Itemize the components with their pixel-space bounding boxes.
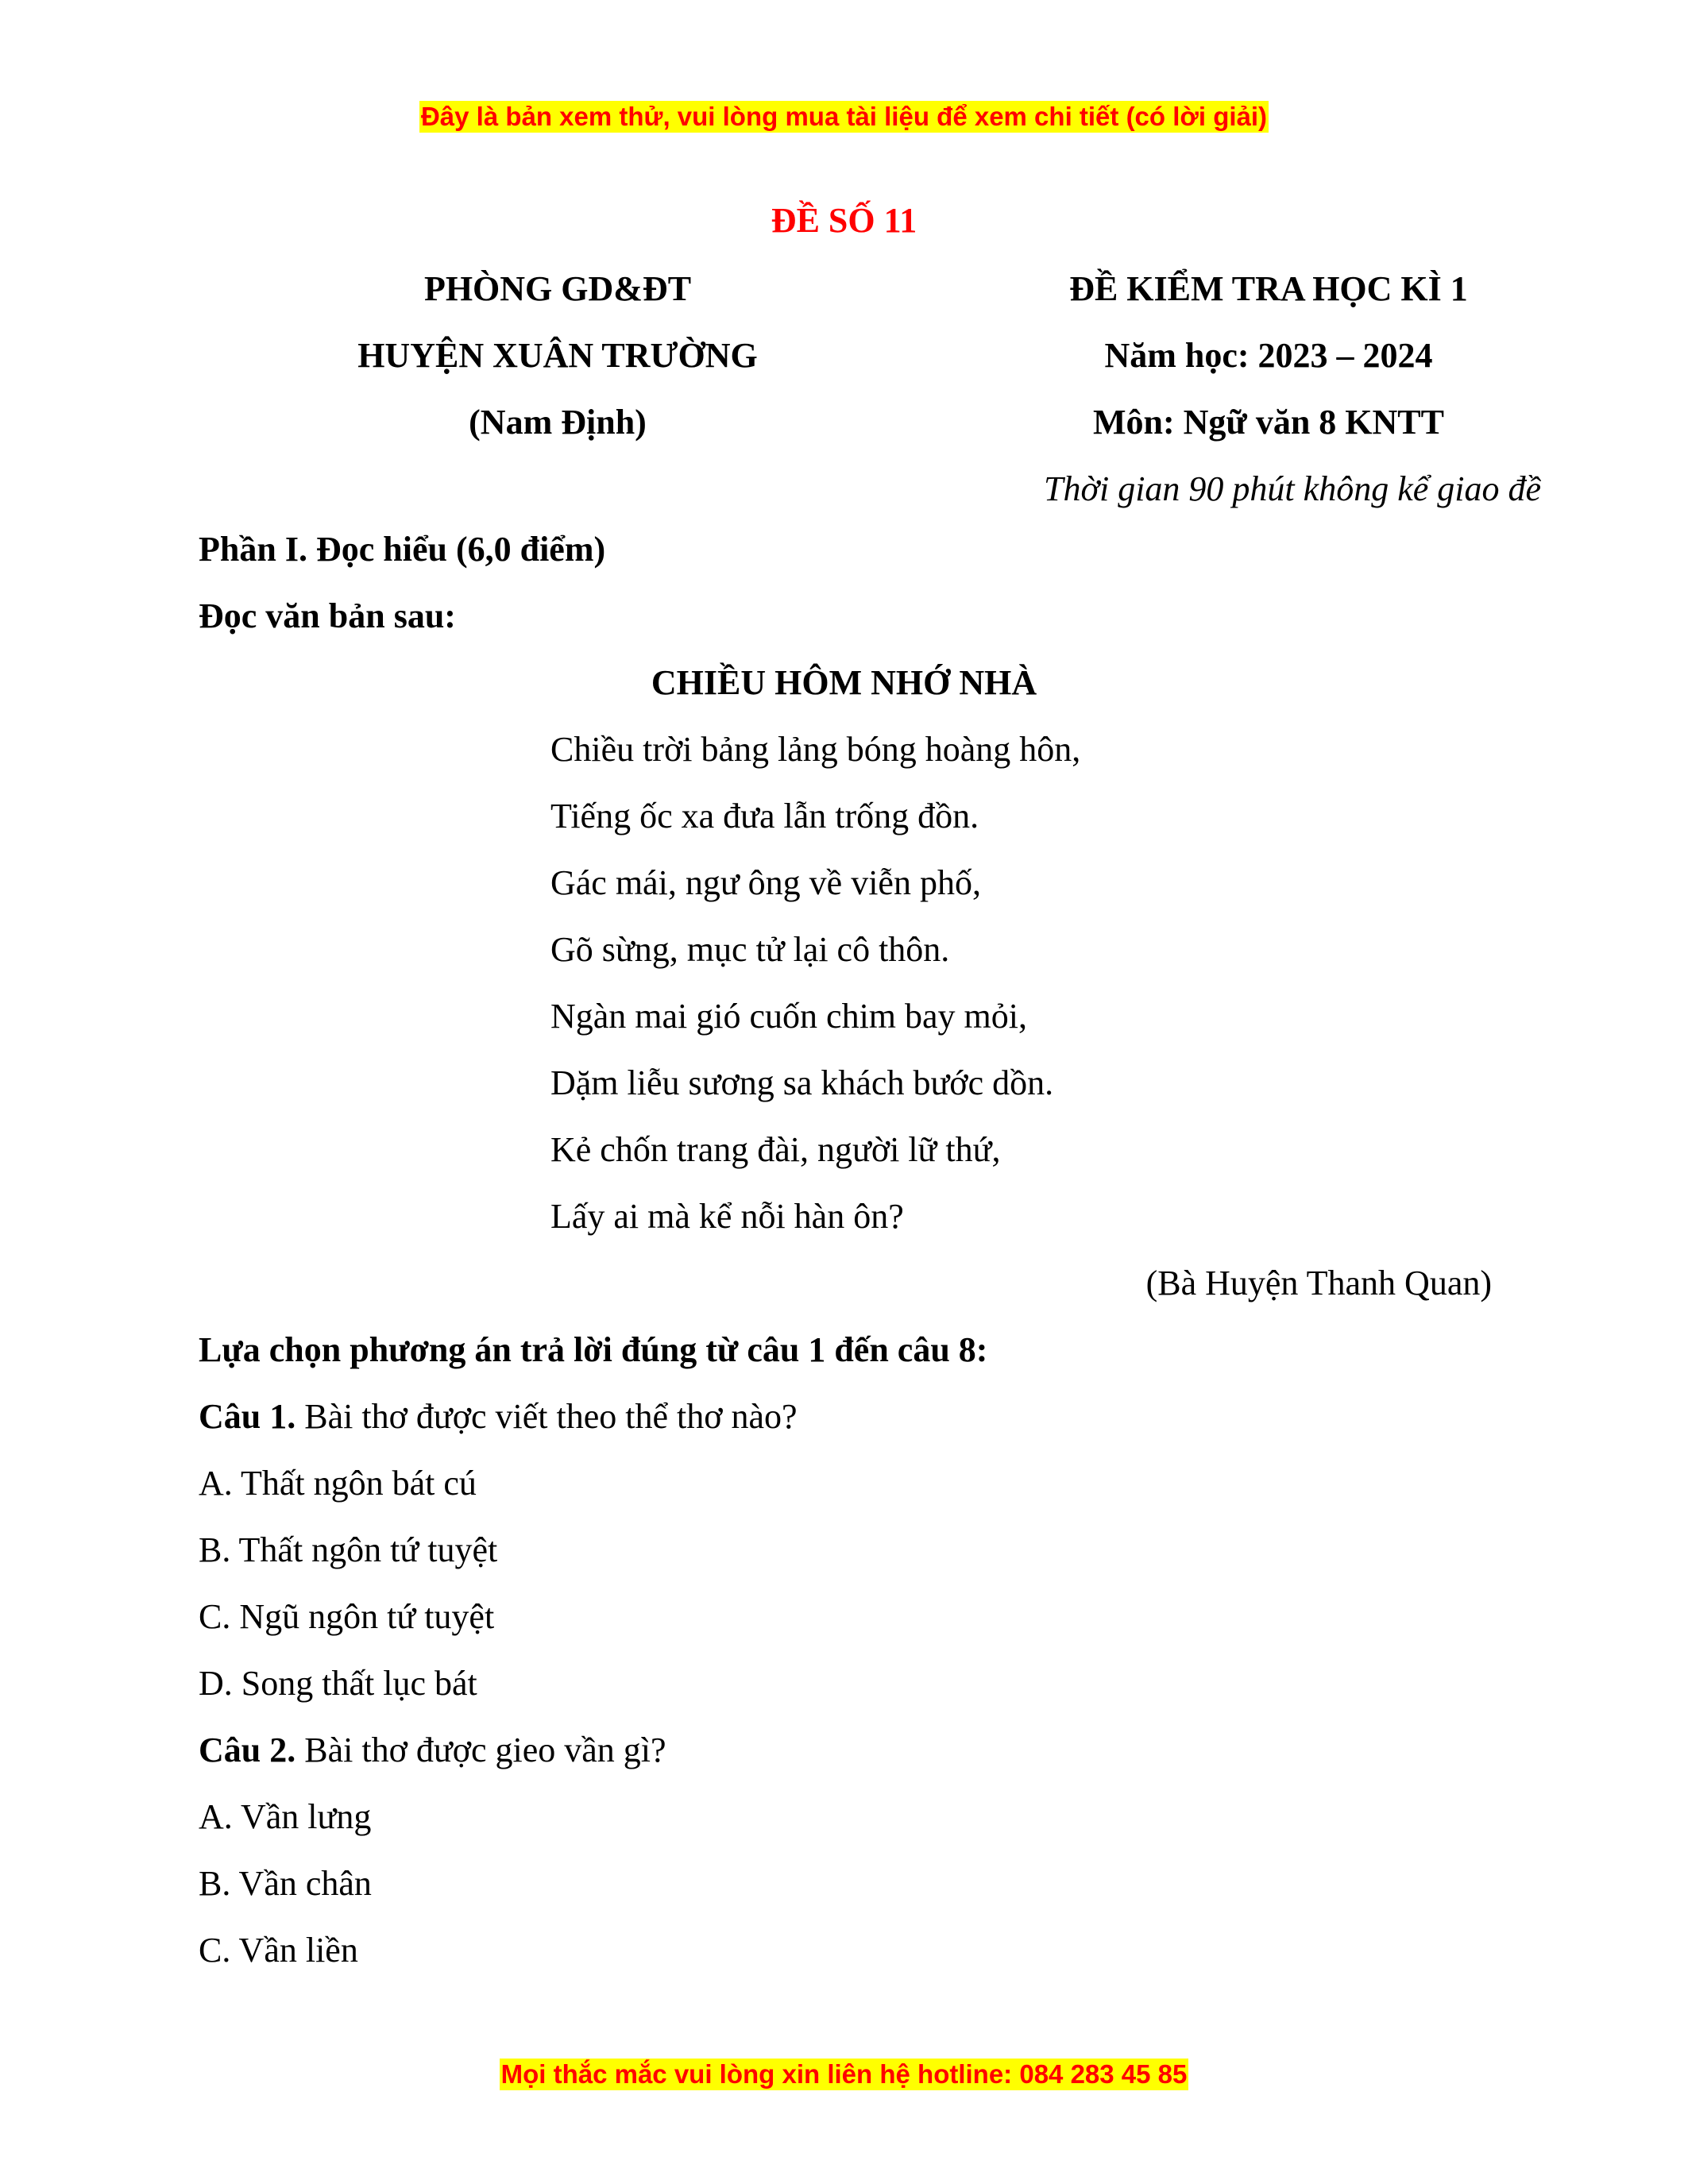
- header-district: HUYỆN XUÂN TRƯỜNG: [357, 336, 758, 375]
- poem-line: Lấy ai mà kể nỗi hàn ôn?: [550, 1197, 904, 1236]
- bottom-hotline-banner: [0, 2059, 1688, 2090]
- top-preview-banner: [0, 101, 1688, 133]
- question-text: Bài thơ được gieo vần gì?: [295, 1731, 666, 1769]
- answer-option: A. Thất ngôn bát cú: [199, 1464, 477, 1503]
- header-time-note: Thời gian 90 phút không kể giao đề: [1044, 469, 1541, 508]
- question-1: [199, 1396, 798, 1437]
- poem-line: Chiều trời bảng lảng bóng hoàng hôn,: [550, 730, 1081, 769]
- answer-option: B. Thất ngôn tứ tuyệt: [199, 1530, 498, 1569]
- answer-option: A. Vần lưng: [199, 1797, 372, 1836]
- poem-author: (Bà Huyện Thanh Quan): [1145, 1264, 1492, 1302]
- header-department: PHÒNG GD&ĐT: [423, 269, 692, 308]
- top-banner-text: Đây là bản xem thử, vui lòng mua tài liệu để xem chi tiết (có lời giải): [420, 102, 1268, 131]
- section-instruction: Đọc văn bản sau:: [199, 596, 456, 635]
- poem-line: Ngàn mai gió cuốn chim bay mỏi,: [550, 997, 1027, 1036]
- section-title: Phần I. Đọc hiểu (6,0 điểm): [199, 530, 606, 569]
- poem-line: Tiếng ốc xa đưa lẫn trống đồn.: [550, 797, 979, 835]
- poem-line: Kẻ chốn trang đài, người lữ thứ,: [550, 1130, 1001, 1169]
- poem-line: Dặm liễu sương sa khách bước dồn.: [550, 1063, 1054, 1102]
- poem-title: CHIỀU HÔM NHỚ NHÀ: [651, 663, 1037, 702]
- answer-option: C. Ngũ ngôn tứ tuyệt: [199, 1597, 495, 1636]
- question-2: [199, 1730, 666, 1771]
- poem-line: Gác mái, ngư ông về viễn phố,: [550, 863, 981, 902]
- question-text: Bài thơ được viết theo thể thơ nào?: [295, 1397, 798, 1436]
- question-label: Câu 1.: [199, 1397, 296, 1436]
- bottom-banner-text: Mọi thắc mắc vui lòng xin liên hệ hotline: 084 283 45 85: [500, 2059, 1188, 2089]
- header-exam-title: ĐỀ KIỂM TRA HỌC KÌ 1: [1069, 269, 1468, 308]
- questions-intro: Lựa chọn phương án trả lời đúng từ câu 1 đến câu 8:: [199, 1330, 988, 1369]
- answer-option: D. Song thất lục bát: [199, 1664, 477, 1703]
- question-label: Câu 2.: [199, 1731, 296, 1769]
- header-school-year: Năm học: 2023 – 2024: [1104, 336, 1433, 375]
- header-subject: Môn: Ngữ văn 8 KNTT: [1093, 403, 1444, 442]
- answer-option: C. Vần liền: [199, 1931, 358, 1970]
- poem-line: Gõ sừng, mục tử lại cô thôn.: [550, 930, 950, 969]
- header-province: (Nam Định): [469, 403, 647, 442]
- answer-option: B. Vần chân: [199, 1864, 372, 1903]
- exam-number: ĐỀ SỐ 11: [771, 201, 917, 240]
